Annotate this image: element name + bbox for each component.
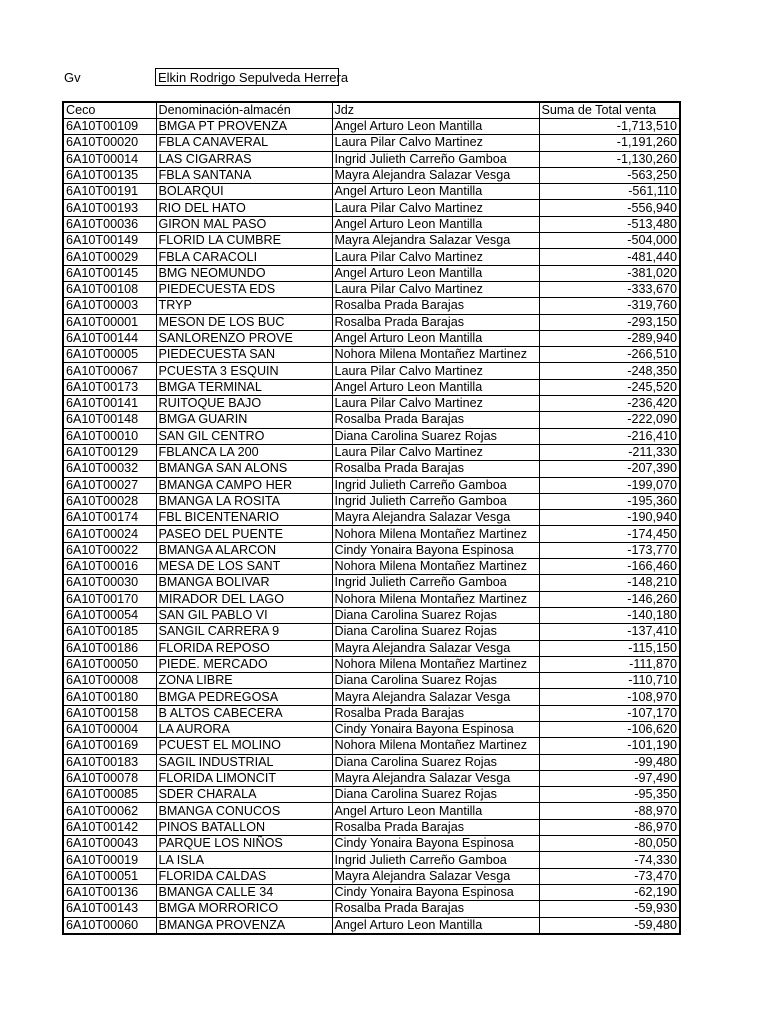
cell-total-venta[interactable]: -62,190 bbox=[539, 884, 680, 900]
cell-total-venta[interactable]: -319,760 bbox=[539, 298, 680, 314]
cell-total-venta[interactable]: -107,170 bbox=[539, 705, 680, 721]
cell-ceco[interactable]: 6A10T00003 bbox=[63, 298, 156, 314]
cell-ceco[interactable]: 6A10T00043 bbox=[63, 836, 156, 852]
cell-denominacion[interactable]: MIRADOR DEL LAGO bbox=[156, 591, 332, 607]
cell-jdz[interactable]: Ingrid Julieth Carreño Gamboa bbox=[332, 493, 539, 509]
cell-jdz[interactable]: Ingrid Julieth Carreño Gamboa bbox=[332, 151, 539, 167]
cell-ceco[interactable]: 6A10T00144 bbox=[63, 330, 156, 346]
cell-total-venta[interactable]: -74,330 bbox=[539, 852, 680, 868]
cell-ceco[interactable]: 6A10T00010 bbox=[63, 428, 156, 444]
cell-jdz[interactable]: Rosalba Prada Barajas bbox=[332, 901, 539, 917]
cell-ceco[interactable]: 6A10T00054 bbox=[63, 607, 156, 623]
table-row bbox=[63, 575, 680, 591]
cell-total-venta[interactable]: -106,620 bbox=[539, 721, 680, 737]
table-row bbox=[63, 852, 680, 868]
cell-denominacion[interactable]: BMG NEOMUNDO bbox=[156, 265, 332, 281]
cell-jdz[interactable]: Rosalba Prada Barajas bbox=[332, 819, 539, 835]
cell-ceco[interactable]: 6A10T00028 bbox=[63, 493, 156, 509]
cell-denominacion[interactable]: MESA DE LOS SANT bbox=[156, 559, 332, 575]
table-row bbox=[63, 314, 680, 330]
cell-total-venta[interactable]: -108,970 bbox=[539, 689, 680, 705]
gv-value-cell[interactable]: Elkin Rodrigo Sepulveda Herrera bbox=[155, 68, 339, 86]
cell-jdz[interactable]: Laura Pilar Calvo Martinez bbox=[332, 200, 539, 216]
table-row bbox=[63, 363, 680, 379]
cell-jdz[interactable]: Nohora Milena Montañez Martinez bbox=[332, 559, 539, 575]
cell-jdz[interactable]: Cindy Yonaira Bayona Espinosa bbox=[332, 836, 539, 852]
table-row bbox=[63, 184, 680, 200]
cell-total-venta[interactable]: -563,250 bbox=[539, 167, 680, 183]
cell-total-venta[interactable]: -211,330 bbox=[539, 444, 680, 460]
table-row bbox=[63, 135, 680, 151]
table-row bbox=[63, 167, 680, 183]
cell-ceco[interactable]: 6A10T00141 bbox=[63, 396, 156, 412]
cell-total-venta[interactable]: -1,713,510 bbox=[539, 119, 680, 135]
table-row bbox=[63, 542, 680, 558]
table-row bbox=[63, 803, 680, 819]
cell-total-venta[interactable]: -174,450 bbox=[539, 526, 680, 542]
cell-total-venta[interactable]: -59,930 bbox=[539, 901, 680, 917]
cell-ceco[interactable]: 6A10T00050 bbox=[63, 656, 156, 672]
cell-jdz[interactable]: Laura Pilar Calvo Martinez bbox=[332, 281, 539, 297]
cell-jdz[interactable]: Laura Pilar Calvo Martinez bbox=[332, 135, 539, 151]
cell-jdz[interactable]: Rosalba Prada Barajas bbox=[332, 705, 539, 721]
cell-total-venta[interactable]: -86,970 bbox=[539, 819, 680, 835]
cell-ceco[interactable]: 6A10T00136 bbox=[63, 884, 156, 900]
cell-denominacion[interactable]: BMGA PT PROVENZA bbox=[156, 119, 332, 135]
cell-total-venta[interactable]: -166,460 bbox=[539, 559, 680, 575]
cell-total-venta[interactable]: -59,480 bbox=[539, 917, 680, 934]
cell-ceco[interactable]: 6A10T00183 bbox=[63, 754, 156, 770]
cell-denominacion[interactable]: BMANGA SAN ALONS bbox=[156, 461, 332, 477]
table-row bbox=[63, 559, 680, 575]
cell-jdz[interactable]: Diana Carolina Suarez Rojas bbox=[332, 428, 539, 444]
header-total-venta[interactable]: Suma de Total venta bbox=[539, 102, 680, 119]
cell-ceco[interactable]: 6A10T00180 bbox=[63, 689, 156, 705]
cell-denominacion[interactable]: FLORIDA LIMONCIT bbox=[156, 770, 332, 786]
sales-table bbox=[62, 101, 681, 935]
cell-ceco[interactable]: 6A10T00060 bbox=[63, 917, 156, 934]
cell-ceco[interactable]: 6A10T00169 bbox=[63, 738, 156, 754]
table-row bbox=[63, 901, 680, 917]
cell-jdz[interactable]: Nohora Milena Montañez Martinez bbox=[332, 591, 539, 607]
cell-ceco[interactable]: 6A10T00020 bbox=[63, 135, 156, 151]
cell-denominacion[interactable]: MESON DE LOS BUC bbox=[156, 314, 332, 330]
cell-ceco[interactable]: 6A10T00032 bbox=[63, 461, 156, 477]
cell-jdz[interactable]: Laura Pilar Calvo Martinez bbox=[332, 363, 539, 379]
cell-denominacion[interactable]: BMANGA BOLIVAR bbox=[156, 575, 332, 591]
table-row bbox=[63, 477, 680, 493]
cell-jdz[interactable]: Angel Arturo Leon Mantilla bbox=[332, 330, 539, 346]
cell-denominacion[interactable]: FBLA SANTANA bbox=[156, 167, 332, 183]
cell-denominacion[interactable]: SANLORENZO PROVE bbox=[156, 330, 332, 346]
cell-jdz[interactable]: Diana Carolina Suarez Rojas bbox=[332, 624, 539, 640]
cell-ceco[interactable]: 6A10T00019 bbox=[63, 852, 156, 868]
cell-jdz[interactable]: Mayra Alejandra Salazar Vesga bbox=[332, 770, 539, 786]
cell-denominacion[interactable]: SANGIL CARRERA 9 bbox=[156, 624, 332, 640]
cell-total-venta[interactable]: -199,070 bbox=[539, 477, 680, 493]
cell-ceco[interactable]: 6A10T00174 bbox=[63, 510, 156, 526]
cell-denominacion[interactable]: PARQUE LOS NIÑOS bbox=[156, 836, 332, 852]
cell-total-venta[interactable]: -333,670 bbox=[539, 281, 680, 297]
cell-total-venta[interactable]: -173,770 bbox=[539, 542, 680, 558]
table-row bbox=[63, 917, 680, 934]
cell-jdz[interactable]: Ingrid Julieth Carreño Gamboa bbox=[332, 477, 539, 493]
cell-ceco[interactable]: 6A10T00085 bbox=[63, 787, 156, 803]
header-jdz[interactable]: Jdz bbox=[332, 102, 539, 119]
cell-jdz[interactable]: Cindy Yonaira Bayona Espinosa bbox=[332, 884, 539, 900]
cell-total-venta[interactable]: -481,440 bbox=[539, 249, 680, 265]
gv-label: Gv bbox=[64, 70, 81, 85]
cell-ceco[interactable]: 6A10T00129 bbox=[63, 444, 156, 460]
table-row bbox=[63, 233, 680, 249]
cell-denominacion[interactable]: SDER CHARALA bbox=[156, 787, 332, 803]
cell-denominacion[interactable]: BMGA PEDREGOSA bbox=[156, 689, 332, 705]
table-row bbox=[63, 151, 680, 167]
cell-ceco[interactable]: 6A10T00193 bbox=[63, 200, 156, 216]
cell-denominacion[interactable]: RIO DEL HATO bbox=[156, 200, 332, 216]
cell-ceco[interactable]: 6A10T00001 bbox=[63, 314, 156, 330]
cell-denominacion[interactable]: BMANGA PROVENZA bbox=[156, 917, 332, 934]
cell-jdz[interactable]: Mayra Alejandra Salazar Vesga bbox=[332, 233, 539, 249]
cell-jdz[interactable]: Diana Carolina Suarez Rojas bbox=[332, 754, 539, 770]
cell-total-venta[interactable]: -101,190 bbox=[539, 738, 680, 754]
table-row bbox=[63, 216, 680, 232]
cell-denominacion[interactable]: PIEDECUESTA EDS bbox=[156, 281, 332, 297]
cell-ceco[interactable]: 6A10T00173 bbox=[63, 379, 156, 395]
cell-ceco[interactable]: 6A10T00030 bbox=[63, 575, 156, 591]
cell-total-venta[interactable]: -236,420 bbox=[539, 396, 680, 412]
cell-ceco[interactable]: 6A10T00186 bbox=[63, 640, 156, 656]
cell-ceco[interactable]: 6A10T00078 bbox=[63, 770, 156, 786]
cell-ceco[interactable]: 6A10T00191 bbox=[63, 184, 156, 200]
cell-jdz[interactable]: Rosalba Prada Barajas bbox=[332, 461, 539, 477]
table-row bbox=[63, 412, 680, 428]
cell-total-venta[interactable]: -513,480 bbox=[539, 216, 680, 232]
cell-denominacion[interactable]: FBL BICENTENARIO bbox=[156, 510, 332, 526]
cell-ceco[interactable]: 6A10T00027 bbox=[63, 477, 156, 493]
table-row bbox=[63, 624, 680, 640]
cell-total-venta[interactable]: -73,470 bbox=[539, 868, 680, 884]
cell-jdz[interactable]: Diana Carolina Suarez Rojas bbox=[332, 787, 539, 803]
cell-denominacion[interactable]: BOLARQUI bbox=[156, 184, 332, 200]
cell-total-venta[interactable]: -381,020 bbox=[539, 265, 680, 281]
cell-jdz[interactable]: Nohora Milena Montañez Martinez bbox=[332, 656, 539, 672]
cell-denominacion[interactable]: SAN GIL CENTRO bbox=[156, 428, 332, 444]
table-row bbox=[63, 461, 680, 477]
cell-denominacion[interactable]: BMANGA CAMPO HER bbox=[156, 477, 332, 493]
cell-total-venta[interactable]: -1,191,260 bbox=[539, 135, 680, 151]
table-row bbox=[63, 396, 680, 412]
table-row bbox=[63, 347, 680, 363]
cell-total-venta[interactable]: -556,940 bbox=[539, 200, 680, 216]
cell-jdz[interactable]: Mayra Alejandra Salazar Vesga bbox=[332, 640, 539, 656]
cell-denominacion[interactable]: FBLA CANAVERAL bbox=[156, 135, 332, 151]
cell-denominacion[interactable]: PCUEST EL MOLINO bbox=[156, 738, 332, 754]
cell-total-venta[interactable]: -1,130,260 bbox=[539, 151, 680, 167]
table-row bbox=[63, 884, 680, 900]
table-row bbox=[63, 526, 680, 542]
table-row bbox=[63, 379, 680, 395]
cell-total-venta[interactable]: -95,350 bbox=[539, 787, 680, 803]
cell-total-venta[interactable]: -504,000 bbox=[539, 233, 680, 249]
cell-ceco[interactable]: 6A10T00149 bbox=[63, 233, 156, 249]
cell-ceco[interactable]: 6A10T00016 bbox=[63, 559, 156, 575]
cell-total-venta[interactable]: -216,410 bbox=[539, 428, 680, 444]
cell-denominacion[interactable]: FLORID LA CUMBRE bbox=[156, 233, 332, 249]
cell-denominacion[interactable]: LA AURORA bbox=[156, 721, 332, 737]
table-row bbox=[63, 428, 680, 444]
cell-ceco[interactable]: 6A10T00170 bbox=[63, 591, 156, 607]
cell-denominacion[interactable]: PINOS BATALLON bbox=[156, 819, 332, 835]
table-row bbox=[63, 265, 680, 281]
cell-denominacion[interactable]: BMANGA ALARCON bbox=[156, 542, 332, 558]
cell-denominacion[interactable]: FLORIDA CALDAS bbox=[156, 868, 332, 884]
cell-total-venta[interactable]: -190,940 bbox=[539, 510, 680, 526]
cell-denominacion[interactable]: B ALTOS CABECERA bbox=[156, 705, 332, 721]
cell-total-venta[interactable]: -115,150 bbox=[539, 640, 680, 656]
cell-denominacion[interactable]: PIEDE. MERCADO bbox=[156, 656, 332, 672]
cell-jdz[interactable]: Diana Carolina Suarez Rojas bbox=[332, 673, 539, 689]
cell-total-venta[interactable]: -111,870 bbox=[539, 656, 680, 672]
table-row bbox=[63, 249, 680, 265]
cell-ceco[interactable]: 6A10T00067 bbox=[63, 363, 156, 379]
cell-ceco[interactable]: 6A10T00158 bbox=[63, 705, 156, 721]
cell-total-venta[interactable]: -97,490 bbox=[539, 770, 680, 786]
cell-total-venta[interactable]: -561,110 bbox=[539, 184, 680, 200]
cell-total-venta[interactable]: -222,090 bbox=[539, 412, 680, 428]
cell-jdz[interactable]: Diana Carolina Suarez Rojas bbox=[332, 607, 539, 623]
cell-jdz[interactable]: Laura Pilar Calvo Martinez bbox=[332, 249, 539, 265]
cell-denominacion[interactable]: LA ISLA bbox=[156, 852, 332, 868]
cell-ceco[interactable]: 6A10T00051 bbox=[63, 868, 156, 884]
table-row bbox=[63, 200, 680, 216]
table-row bbox=[63, 673, 680, 689]
cell-total-venta[interactable]: -245,520 bbox=[539, 379, 680, 395]
table-row bbox=[63, 607, 680, 623]
table-row bbox=[63, 705, 680, 721]
cell-total-venta[interactable]: -110,710 bbox=[539, 673, 680, 689]
cell-jdz[interactable]: Rosalba Prada Barajas bbox=[332, 298, 539, 314]
table-row bbox=[63, 444, 680, 460]
cell-ceco[interactable]: 6A10T00008 bbox=[63, 673, 156, 689]
cell-ceco[interactable]: 6A10T00004 bbox=[63, 721, 156, 737]
table-row bbox=[63, 591, 680, 607]
cell-total-venta[interactable]: -80,050 bbox=[539, 836, 680, 852]
cell-ceco[interactable]: 6A10T00022 bbox=[63, 542, 156, 558]
cell-denominacion[interactable]: FLORIDA REPOSO bbox=[156, 640, 332, 656]
table-row bbox=[63, 119, 680, 135]
cell-ceco[interactable]: 6A10T00108 bbox=[63, 281, 156, 297]
cell-total-venta[interactable]: -88,970 bbox=[539, 803, 680, 819]
cell-denominacion[interactable]: PASEO DEL PUENTE bbox=[156, 526, 332, 542]
cell-total-venta[interactable]: -293,150 bbox=[539, 314, 680, 330]
cell-denominacion[interactable]: BMGA GUARIN bbox=[156, 412, 332, 428]
cell-total-venta[interactable]: -146,260 bbox=[539, 591, 680, 607]
cell-ceco[interactable]: 6A10T00145 bbox=[63, 265, 156, 281]
cell-denominacion[interactable]: BMANGA LA ROSITA bbox=[156, 493, 332, 509]
cell-jdz[interactable]: Mayra Alejandra Salazar Vesga bbox=[332, 167, 539, 183]
table-row bbox=[63, 510, 680, 526]
cell-ceco[interactable]: 6A10T00135 bbox=[63, 167, 156, 183]
header-ceco[interactable]: Ceco bbox=[63, 102, 156, 119]
cell-ceco[interactable]: 6A10T00142 bbox=[63, 819, 156, 835]
cell-jdz[interactable]: Rosalba Prada Barajas bbox=[332, 314, 539, 330]
cell-denominacion[interactable]: BMGA TERMINAL bbox=[156, 379, 332, 395]
cell-denominacion[interactable]: BMANGA CALLE 34 bbox=[156, 884, 332, 900]
cell-jdz[interactable]: Mayra Alejandra Salazar Vesga bbox=[332, 510, 539, 526]
cell-ceco[interactable]: 6A10T00036 bbox=[63, 216, 156, 232]
cell-jdz[interactable]: Mayra Alejandra Salazar Vesga bbox=[332, 868, 539, 884]
table-row bbox=[63, 754, 680, 770]
table-row bbox=[63, 868, 680, 884]
cell-denominacion[interactable]: BMANGA CONUCOS bbox=[156, 803, 332, 819]
cell-denominacion[interactable]: PIEDECUESTA SAN bbox=[156, 347, 332, 363]
cell-denominacion[interactable]: SAGIL INDUSTRIAL bbox=[156, 754, 332, 770]
table-row bbox=[63, 493, 680, 509]
table-row bbox=[63, 721, 680, 737]
cell-ceco[interactable]: 6A10T00024 bbox=[63, 526, 156, 542]
cell-jdz[interactable]: Angel Arturo Leon Mantilla bbox=[332, 379, 539, 395]
cell-ceco[interactable]: 6A10T00148 bbox=[63, 412, 156, 428]
cell-jdz[interactable]: Cindy Yonaira Bayona Espinosa bbox=[332, 721, 539, 737]
cell-total-venta[interactable]: -289,940 bbox=[539, 330, 680, 346]
cell-ceco[interactable]: 6A10T00029 bbox=[63, 249, 156, 265]
table-row bbox=[63, 689, 680, 705]
cell-jdz[interactable]: Ingrid Julieth Carreño Gamboa bbox=[332, 852, 539, 868]
cell-total-venta[interactable]: -140,180 bbox=[539, 607, 680, 623]
cell-denominacion[interactable]: ZONA LIBRE bbox=[156, 673, 332, 689]
cell-denominacion[interactable]: LAS CIGARRAS bbox=[156, 151, 332, 167]
table-row bbox=[63, 738, 680, 754]
cell-jdz[interactable]: Laura Pilar Calvo Martinez bbox=[332, 396, 539, 412]
table-row bbox=[63, 330, 680, 346]
cell-denominacion[interactable]: RUITOQUE BAJO bbox=[156, 396, 332, 412]
cell-total-venta[interactable]: -195,360 bbox=[539, 493, 680, 509]
cell-ceco[interactable]: 6A10T00109 bbox=[63, 119, 156, 135]
table-row bbox=[63, 836, 680, 852]
cell-jdz[interactable]: Laura Pilar Calvo Martinez bbox=[332, 444, 539, 460]
cell-denominacion[interactable]: TRYP bbox=[156, 298, 332, 314]
cell-jdz[interactable]: Rosalba Prada Barajas bbox=[332, 412, 539, 428]
cell-jdz[interactable]: Angel Arturo Leon Mantilla bbox=[332, 917, 539, 934]
table-row bbox=[63, 787, 680, 803]
cell-total-venta[interactable]: -248,350 bbox=[539, 363, 680, 379]
cell-denominacion[interactable]: FBLA CARACOLI bbox=[156, 249, 332, 265]
cell-jdz[interactable]: Mayra Alejandra Salazar Vesga bbox=[332, 689, 539, 705]
table-row bbox=[63, 298, 680, 314]
cell-jdz[interactable]: Angel Arturo Leon Mantilla bbox=[332, 119, 539, 135]
cell-total-venta[interactable]: -266,510 bbox=[539, 347, 680, 363]
table-row bbox=[63, 640, 680, 656]
header-denominacion[interactable]: Denominación-almacén bbox=[156, 102, 332, 119]
cell-denominacion[interactable]: GIRON MAL PASO bbox=[156, 216, 332, 232]
cell-jdz[interactable]: Nohora Milena Montañez Martinez bbox=[332, 526, 539, 542]
cell-jdz[interactable]: Nohora Milena Montañez Martinez bbox=[332, 738, 539, 754]
cell-jdz[interactable]: Angel Arturo Leon Mantilla bbox=[332, 216, 539, 232]
table-row bbox=[63, 656, 680, 672]
cell-total-venta[interactable]: -207,390 bbox=[539, 461, 680, 477]
cell-jdz[interactable]: Cindy Yonaira Bayona Espinosa bbox=[332, 542, 539, 558]
table-header-row bbox=[63, 102, 680, 119]
table-row bbox=[63, 819, 680, 835]
cell-denominacion[interactable]: BMGA MORRORICO bbox=[156, 901, 332, 917]
cell-jdz[interactable]: Angel Arturo Leon Mantilla bbox=[332, 184, 539, 200]
cell-denominacion[interactable]: SAN GIL PABLO VI bbox=[156, 607, 332, 623]
table-row bbox=[63, 770, 680, 786]
cell-ceco[interactable]: 6A10T00014 bbox=[63, 151, 156, 167]
cell-total-venta[interactable]: -148,210 bbox=[539, 575, 680, 591]
cell-ceco[interactable]: 6A10T00185 bbox=[63, 624, 156, 640]
cell-denominacion[interactable]: PCUESTA 3 ESQUIN bbox=[156, 363, 332, 379]
cell-ceco[interactable]: 6A10T00143 bbox=[63, 901, 156, 917]
cell-jdz[interactable]: Angel Arturo Leon Mantilla bbox=[332, 265, 539, 281]
cell-jdz[interactable]: Ingrid Julieth Carreño Gamboa bbox=[332, 575, 539, 591]
cell-ceco[interactable]: 6A10T00005 bbox=[63, 347, 156, 363]
cell-ceco[interactable]: 6A10T00062 bbox=[63, 803, 156, 819]
cell-denominacion[interactable]: FBLANCA LA 200 bbox=[156, 444, 332, 460]
cell-jdz[interactable]: Nohora Milena Montañez Martinez bbox=[332, 347, 539, 363]
table-row bbox=[63, 281, 680, 297]
cell-total-venta[interactable]: -137,410 bbox=[539, 624, 680, 640]
cell-total-venta[interactable]: -99,480 bbox=[539, 754, 680, 770]
cell-jdz[interactable]: Angel Arturo Leon Mantilla bbox=[332, 803, 539, 819]
table-body bbox=[63, 119, 680, 934]
